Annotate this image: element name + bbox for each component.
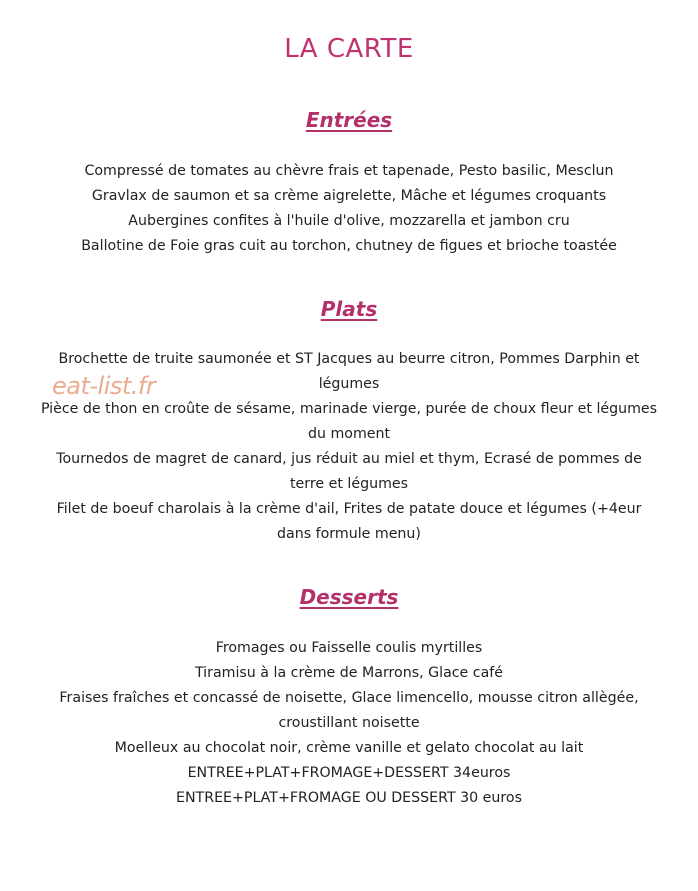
menu-item: Pièce de thon en croûte de sésame, marinade vierge, purée de choux fleur et légumes du moment [40,401,658,442]
menu-item: Moelleux au chocolat noir, crème vanille et gelato chocolat au lait [114,740,584,756]
page-title: LA CARTE [284,34,414,64]
entrees-list [40,159,658,259]
menu-item: Aubergines confites à l'huile d'olive, mozzarella et jambon cru [128,213,570,229]
menu-item: Fromages ou Faisselle coulis myrtilles [215,640,483,656]
menu-price-formula: ENTREE+PLAT+FROMAGE+DESSERT 34euros [187,765,511,781]
plats-heading: Plats [320,297,378,321]
menu-price-formula: ENTREE+PLAT+FROMAGE OU DESSERT 30 euros [175,790,522,806]
menu-item: Compressé de tomates au chèvre frais et tapenade, Pesto basilic, Mesclun [84,163,614,179]
menu-item: Gravlax de saumon et sa crème aigrelette, Mâche et légumes croquants [91,188,607,204]
menu-item: Ballotine de Foie gras cuit au torchon, chutney de figues et brioche toastée [81,238,617,254]
menu-item: Brochette de truite saumonée et ST Jacques au beurre citron, Pommes Darphin et légumes [58,351,640,392]
menu-item: Fraises fraîches et concassé de noisette, Glace limencello, mousse citron allègée, croustillant noisette [59,690,639,731]
desserts-list [40,636,658,811]
menu-item: Filet de boeuf charolais à la crème d'ail, Frites de patate douce et légumes (+4eur dans formule menu) [56,501,642,542]
menu-item: Tournedos de magret de canard, jus réduit au miel et thym, Ecrasé de pommes de terre et légumes [56,451,642,492]
entrees-heading: Entrées [305,108,393,132]
desserts-heading: Desserts [299,585,399,609]
menu-item: Tiramisu à la crème de Marrons, Glace café [194,665,504,681]
watermark-logo: eat-list.fr [52,372,156,400]
